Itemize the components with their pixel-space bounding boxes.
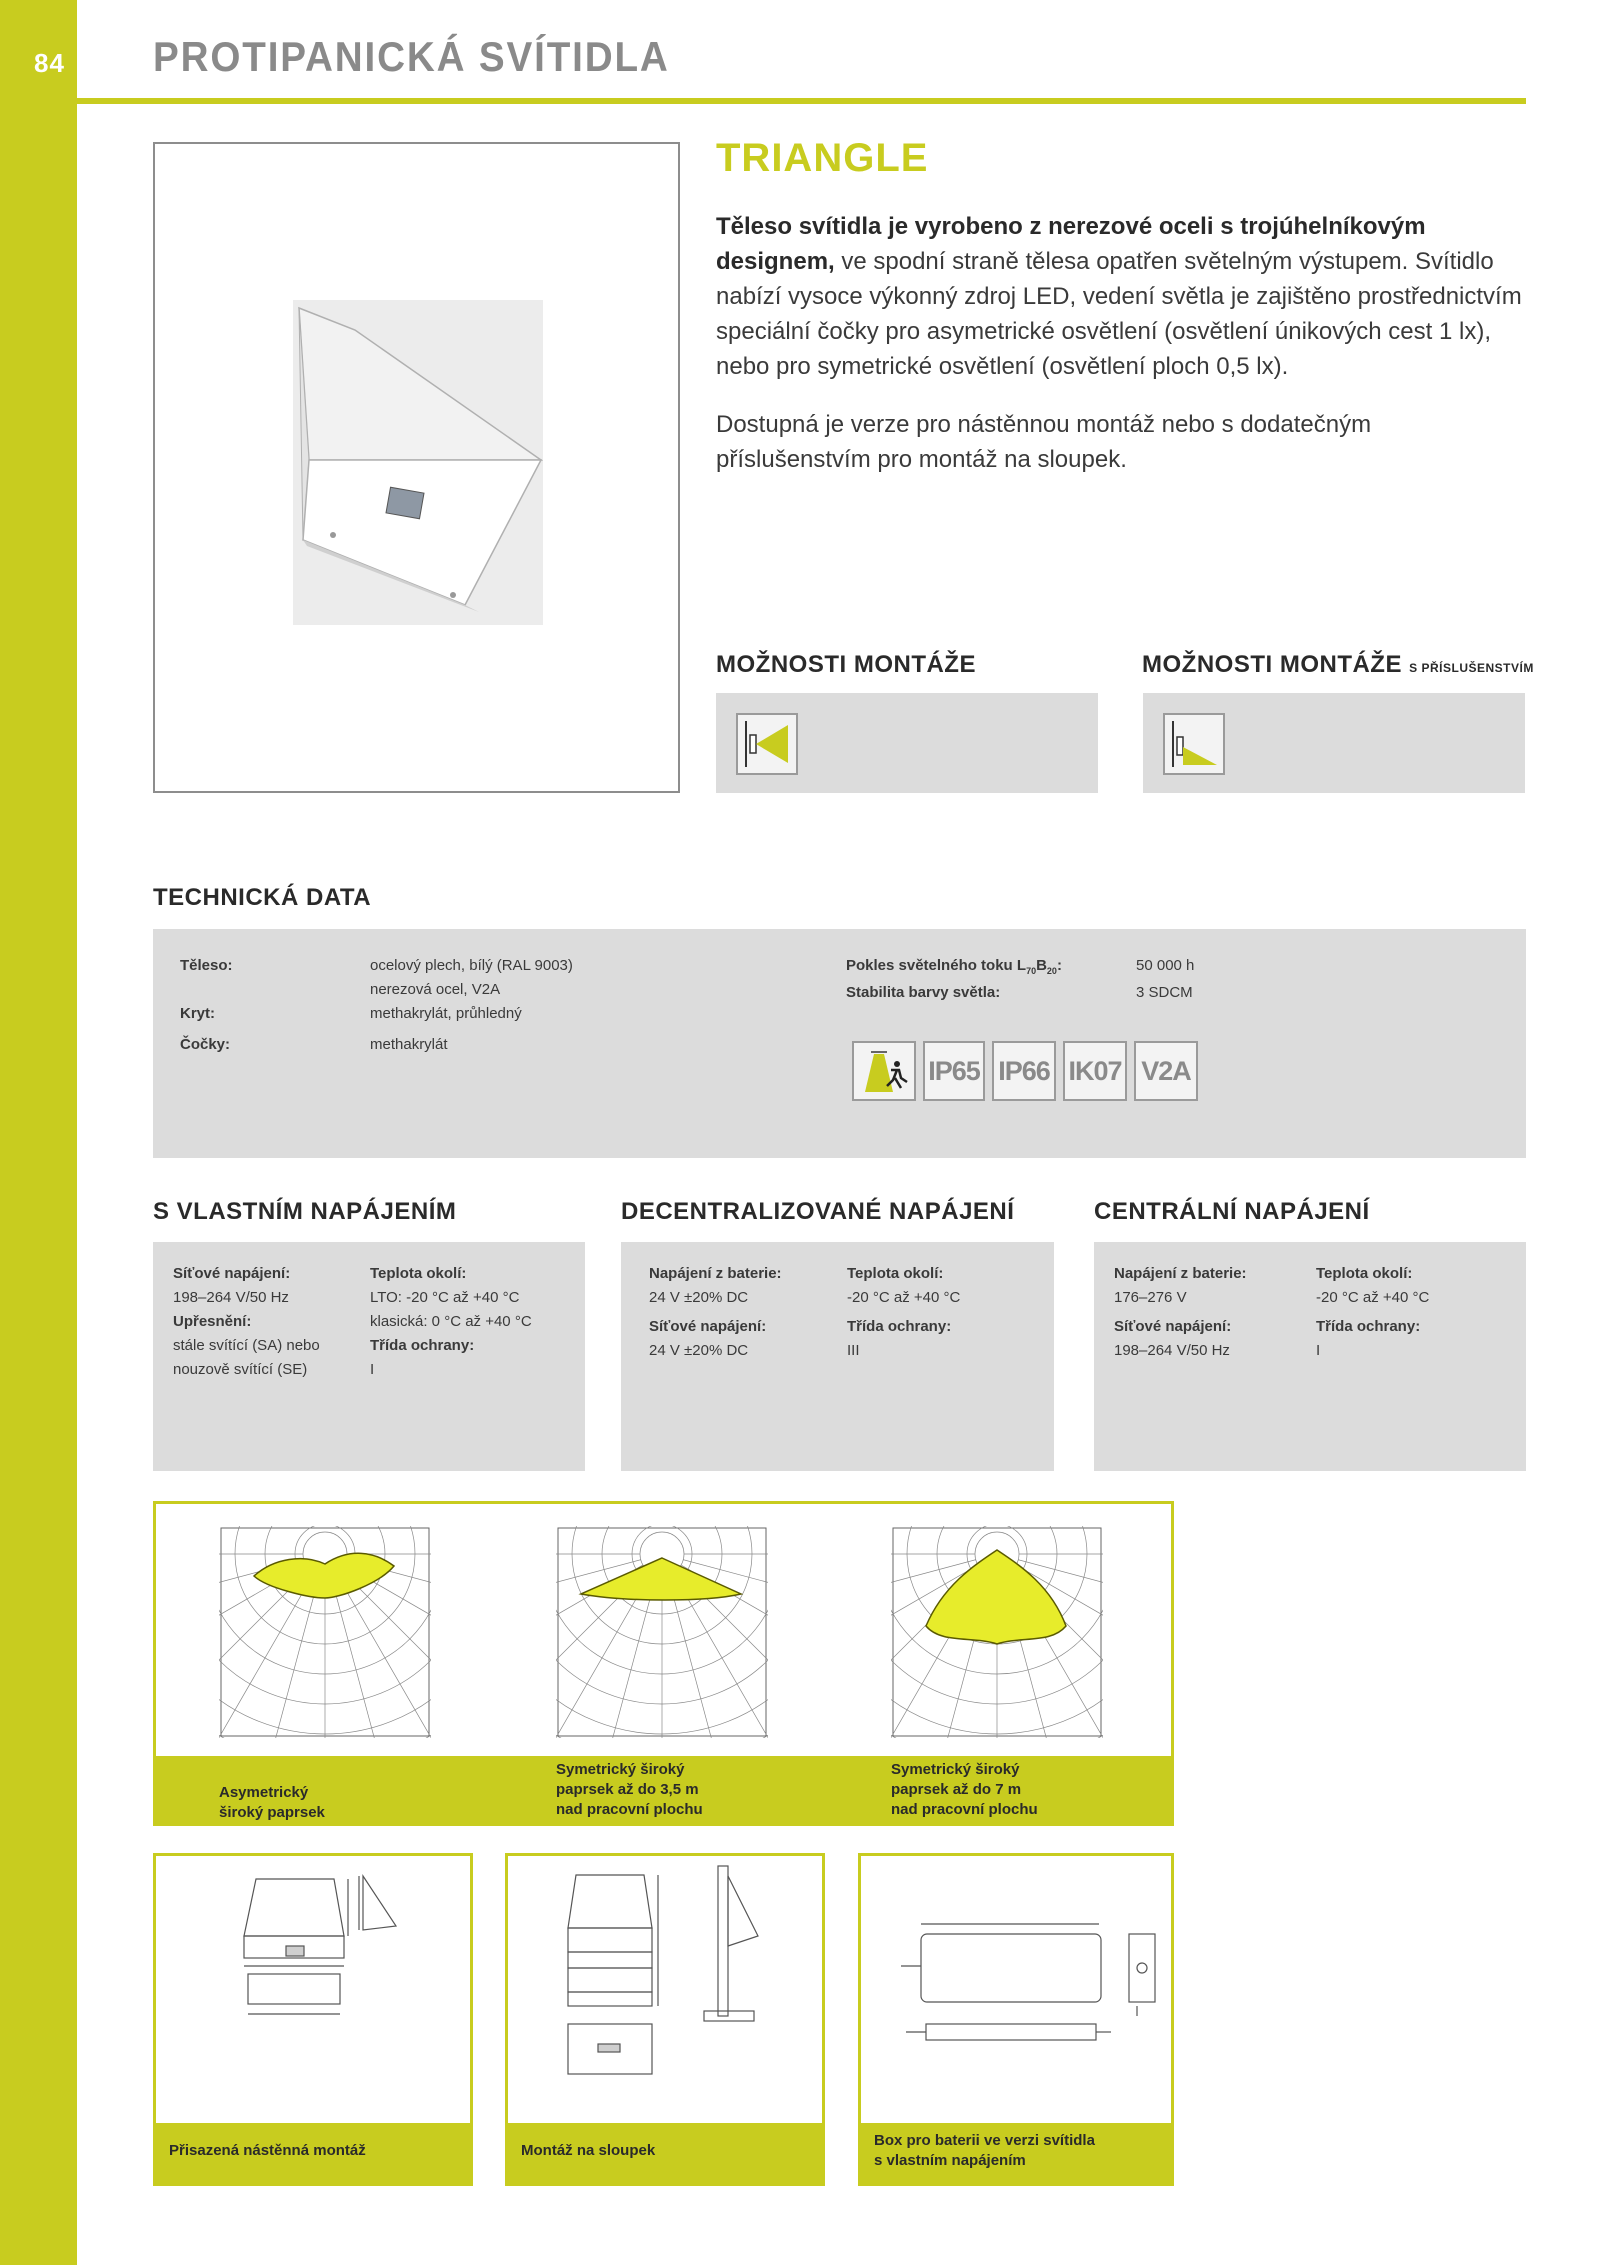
- central-temp-value: -20 °C až +40 °C: [1316, 1289, 1430, 1306]
- decentral-temp-label: Teplota okolí:: [847, 1265, 944, 1282]
- mounting-options-title: MOŽNOSTI MONTÁŽE: [716, 651, 976, 678]
- product-photo: [293, 300, 543, 625]
- self-powered-title: S VLASTNÍM NAPÁJENÍM: [153, 1198, 457, 1225]
- polar-diagram-symmetric-7m: [891, 1526, 1103, 1738]
- central-power-title: CENTRÁLNÍ NAPÁJENÍ: [1094, 1198, 1370, 1225]
- pole-mount-label: Montáž na sloupek: [521, 2142, 656, 2159]
- cover-value: methakrylát, průhledný: [370, 1005, 522, 1022]
- self-temp-value-2: klasická: 0 °C až +40 °C: [370, 1313, 532, 1330]
- pole-mount-drawing-panel: [505, 1853, 825, 2186]
- page-title: PROTIPANICKÁ SVÍTIDLA: [153, 33, 670, 80]
- flux-decline-label: [846, 954, 1062, 983]
- central-class-value: I: [1316, 1342, 1321, 1359]
- ip66-badge: IP66: [992, 1041, 1056, 1101]
- beam-label-symmetric-3-5m: Symetrický široký paprsek až do 3,5 m nad pracovní plochu: [556, 1761, 703, 1818]
- body-value-1: ocelový plech, bílý (RAL 9003): [370, 957, 573, 974]
- self-spec-value-2: nouzově svítící (SE): [173, 1361, 308, 1378]
- v2a-badge: V2A: [1134, 1041, 1198, 1101]
- beam-label-symmetric-7m: Symetrický široký paprsek až do 7 m nad pracovní plochu: [891, 1761, 1038, 1818]
- body-label: Těleso:: [180, 957, 233, 974]
- wall-mount-dimension-drawing: [156, 1856, 470, 2121]
- flux-label-text: Pokles světelného toku L: [846, 957, 1027, 974]
- mounting-accessory-box: [1143, 693, 1525, 793]
- central-class-label: Třída ochrany:: [1316, 1318, 1421, 1335]
- title-rule: [77, 98, 1526, 104]
- product-photo-frame: [153, 142, 680, 793]
- self-powered-panel: [153, 1242, 585, 1471]
- flux-decline-value: 50 000 h: [1136, 957, 1195, 974]
- self-spec-value-1: stále svítící (SA) nebo: [173, 1337, 320, 1354]
- lens-value: methakrylát: [370, 1036, 448, 1053]
- mounting-accessory-subtitle: S PŘÍSLUŠENSTVÍM: [1409, 661, 1534, 675]
- pole-mount-dimension-drawing: [508, 1856, 822, 2121]
- decentral-power-title: DECENTRALIZOVANÉ NAPÁJENÍ: [621, 1198, 1015, 1225]
- technical-data-title: TECHNICKÁ DATA: [153, 884, 372, 911]
- polar-diagram-symmetric-3-5m: [556, 1526, 768, 1738]
- product-description-mounting: Dostupná je verze pro nástěnnou montáž nebo s dodatečným příslušenstvím pro montáž na sloupek.: [716, 411, 1372, 473]
- mounting-options-box: [716, 693, 1098, 793]
- central-mains-value: 198–264 V/50 Hz: [1114, 1342, 1230, 1359]
- decentral-temp-value: -20 °C až +40 °C: [847, 1289, 961, 1306]
- color-stability-value: 3 SDCM: [1136, 984, 1193, 1001]
- cover-label: Kryt:: [180, 1005, 216, 1022]
- flux-subscript-1: 70: [1026, 966, 1037, 976]
- product-name: TRIANGLE: [716, 136, 929, 180]
- battery-box-label-strip: [861, 2123, 1171, 2183]
- beam-label-asymmetric: Asymetrický široký paprsek: [219, 1784, 325, 1821]
- flux-label-b: B: [1036, 957, 1047, 974]
- central-mains-label: Síťové napájení:: [1114, 1318, 1232, 1335]
- color-stability-label: Stabilita barvy světla:: [846, 984, 1001, 1001]
- decentral-power-panel: [621, 1242, 1054, 1471]
- emergency-exit-icon: [852, 1041, 916, 1101]
- self-class-value: I: [370, 1361, 375, 1378]
- product-description-body: ve spodní straně tělesa opatřen světelným výstupem. Svítidlo nabízí vysoce výkonný zdroj LED, vedení světla je zajištěno prostřednictvím speciální čočky pro asymetrické osvětlení (osvětlení únikových cest 1 lx), nebo pro symetrické osvětlení (osvětlení ploch 0,5 lx).: [716, 248, 1522, 380]
- battery-box-label: Box pro baterii ve verzi svítidla s vlastním napájením: [874, 2132, 1095, 2169]
- wall-mount-icon: [736, 713, 798, 775]
- flux-label-colon: :: [1056, 957, 1062, 974]
- self-mains-value: 198–264 V/50 Hz: [173, 1289, 289, 1306]
- polar-diagram-asymmetric: [219, 1526, 431, 1738]
- ik07-badge: IK07: [1063, 1041, 1127, 1101]
- self-spec-label: Upřesnění:: [173, 1313, 252, 1330]
- side-accent-bar: [0, 0, 77, 2265]
- self-mains-label: Síťové napájení:: [173, 1265, 291, 1282]
- self-temp-value-1: LTO: -20 °C až +40 °C: [370, 1289, 520, 1306]
- self-temp-label: Teplota okolí:: [370, 1265, 467, 1282]
- product-description: [716, 209, 1526, 384]
- pole-mount-label-strip: [508, 2123, 822, 2183]
- battery-box-drawing-panel: [858, 1853, 1174, 2186]
- central-power-panel: [1094, 1242, 1526, 1471]
- decentral-mains-value: 24 V ±20% DC: [649, 1342, 749, 1359]
- wall-mount-label-strip: [156, 2123, 470, 2183]
- central-battery-label: Napájení z baterie:: [1114, 1265, 1247, 1282]
- page-number: 84: [34, 48, 65, 78]
- lens-label: Čočky:: [180, 1036, 231, 1053]
- technical-data-panel: [153, 929, 1526, 1158]
- decentral-battery-value: 24 V ±20% DC: [649, 1289, 749, 1306]
- decentral-mains-label: Síťové napájení:: [649, 1318, 767, 1335]
- central-temp-label: Teplota okolí:: [1316, 1265, 1413, 1282]
- ip65-badge: IP65: [923, 1041, 985, 1101]
- mounting-accessory-title-text: MOŽNOSTI MONTÁŽE: [1142, 651, 1402, 678]
- product-description-lead: Těleso svítidla je vyrobeno z nerezové oceli s trojúhelníkovým designem,: [716, 213, 1426, 275]
- mounting-accessory-title: [1142, 651, 1534, 679]
- decentral-class-value: III: [847, 1342, 860, 1359]
- self-class-label: Třída ochrany:: [370, 1337, 475, 1354]
- body-value-2: nerezová ocel, V2A: [370, 981, 501, 998]
- flux-subscript-2: 20: [1046, 966, 1057, 976]
- decentral-class-label: Třída ochrany:: [847, 1318, 952, 1335]
- pole-mount-icon: [1163, 713, 1225, 775]
- decentral-battery-label: Napájení z baterie:: [649, 1265, 782, 1282]
- wall-mount-drawing-panel: [153, 1853, 473, 2186]
- wall-mount-label: Přisazená nástěnná montáž: [169, 2142, 366, 2159]
- battery-box-dimension-drawing: [861, 1856, 1171, 2121]
- central-battery-value: 176–276 V: [1114, 1289, 1187, 1306]
